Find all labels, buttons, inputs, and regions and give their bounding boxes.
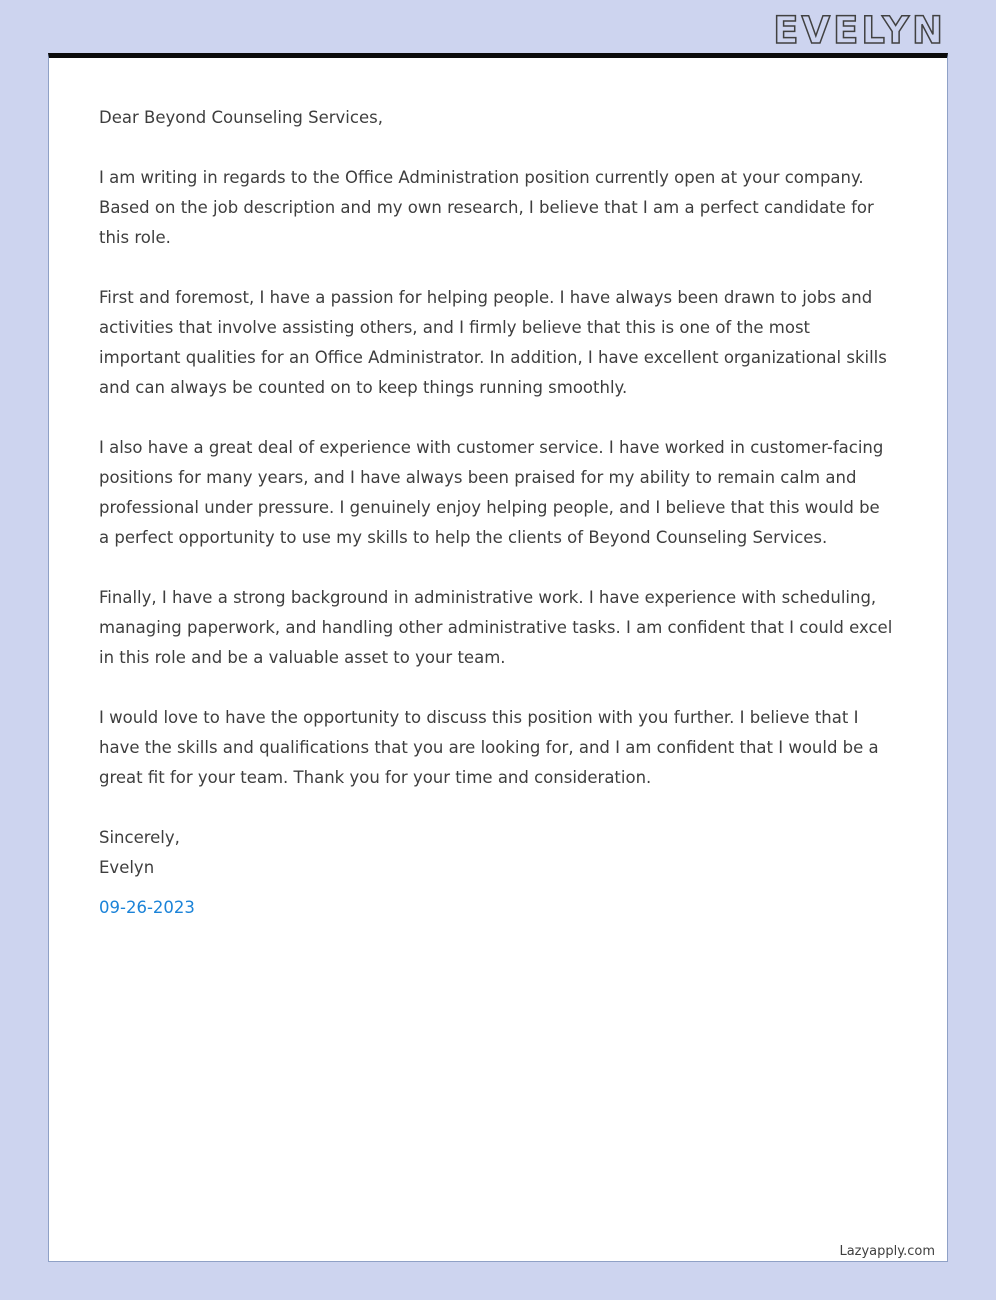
letter-page [48,53,948,1262]
signature-name: Evelyn [99,858,155,877]
letter-paragraph: I am writing in regards to the Office Administration position currently open at your company. Based on the job description and my own research, I believe that I am a perfect candidate for this role. [99,168,874,247]
closing-text: Sincerely, [99,828,180,847]
letter-paragraph: First and foremost, I have a passion for helping people. I have always been drawn to jobs and activities that involve assisting others, and I firmly believe that this is one of the most important qualities for an Office Administrator. In addition, I have excellent organizational skills and can always be counted on to keep things running smoothly. [99,288,887,397]
closing-block [99,823,895,883]
letter-paragraph: I also have a great deal of experience with customer service. I have worked in customer-facing positions for many years, and I have always been praised for my ability to remain calm and professional under pressure. I genuinely enjoy helping people, and I believe that this would be a perfect opportunity to use my skills to help the clients of Beyond Counseling Services. [99,438,884,547]
salutation: Dear Beyond Counseling Services, [99,108,383,127]
letter-paragraph: Finally, I have a strong background in administrative work. I have experience with scheduling, managing paperwork, and handling other administrative tasks. I am confident that I could excel in this role and be a valuable asset to your team. [99,588,893,667]
letter-body [99,103,897,923]
brand-name: EVELYN [773,9,946,52]
letter-paragraph: I would love to have the opportunity to discuss this position with you further. I believe that I have the skills and qualifications that you are looking for, and I am confident that I would be a great fit for your team. Thank you for your time and consideration. [99,708,879,787]
watermark-text: Lazyapply.com [839,1244,935,1259]
letter-date: 09-26-2023 [99,898,195,917]
